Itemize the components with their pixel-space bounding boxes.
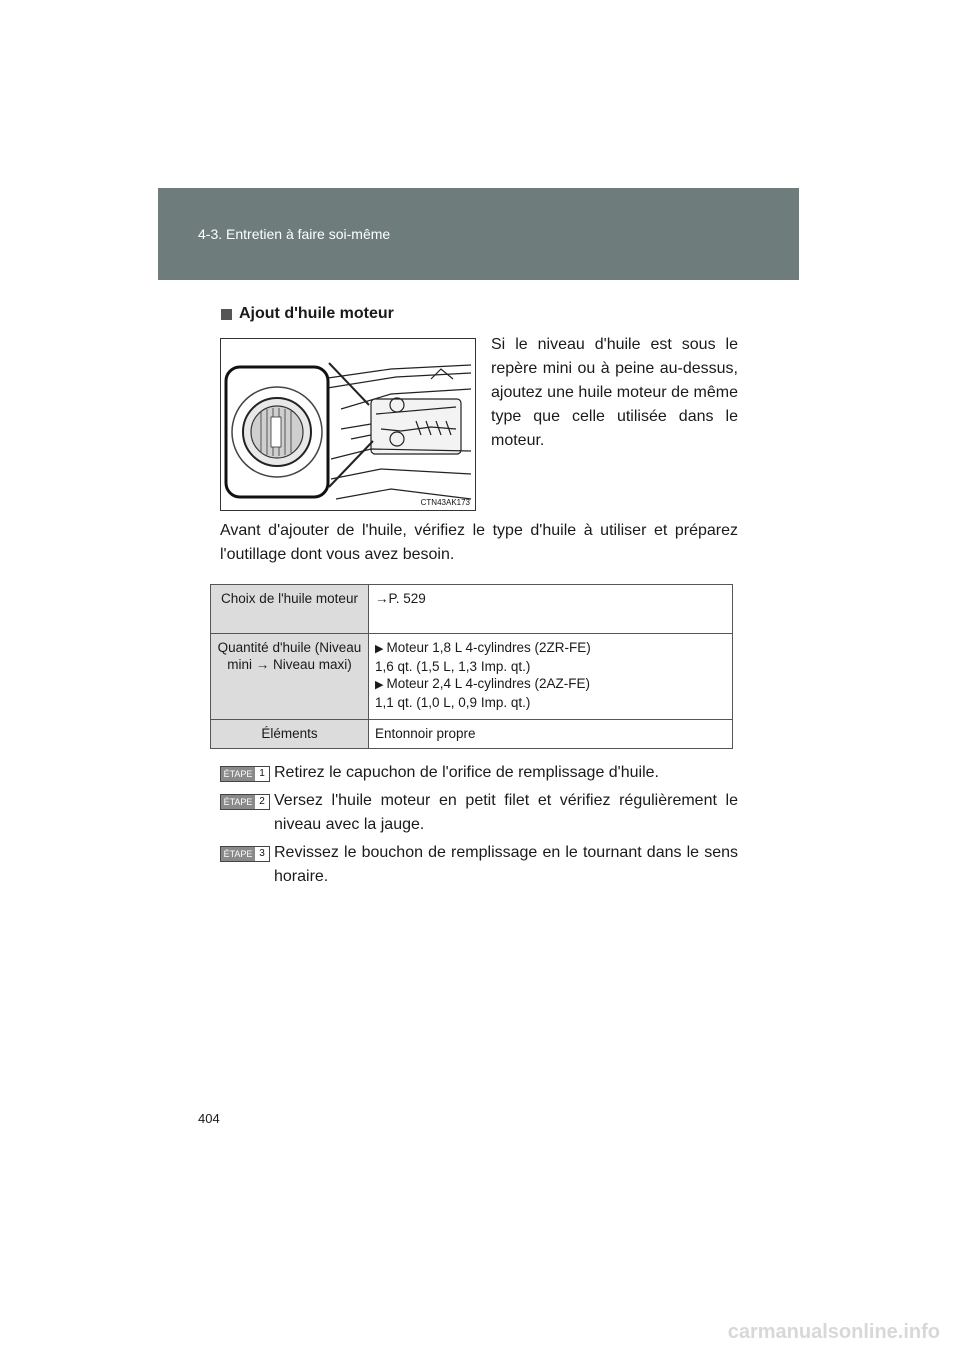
step-badge xyxy=(220,794,270,810)
step-number: 3 xyxy=(255,847,269,861)
table-label-cell: Quantité d'huile (Niveau mini → Niveau maxi) xyxy=(211,634,369,720)
step-text: Retirez le capuchon de l'orifice de remplissage d'huile. xyxy=(274,764,659,781)
step-number: 2 xyxy=(255,795,269,809)
preparation-paragraph: Avant d'ajouter de l'huile, vérifiez le type d'huile à utiliser et préparez l'outillage dont vous avez besoin. xyxy=(220,522,738,563)
oil-quantity-value: 1,6 qt. (1,5 L, 1,3 Imp. qt.) xyxy=(375,659,531,674)
page-number: 404 xyxy=(198,1111,220,1126)
table-value-cell xyxy=(369,585,733,634)
list-item xyxy=(220,841,738,889)
list-item xyxy=(220,761,738,785)
oil-quantity-value: 1,1 qt. (1,0 L, 0,9 Imp. qt.) xyxy=(375,695,531,710)
chapter-header-band xyxy=(158,188,799,280)
arrow-icon: → xyxy=(375,591,389,606)
table-row xyxy=(211,720,733,749)
step-text: Versez l'huile moteur en petit filet et vérifiez régulièrement le niveau avec la jauge. xyxy=(274,792,738,833)
step-word: ÉTAPE xyxy=(221,767,255,781)
step-badge xyxy=(220,766,270,782)
engine-variant-label: Moteur 2,4 L 4-cylindres (2AZ-FE) xyxy=(386,676,591,691)
step-badge xyxy=(220,846,270,862)
engine-bay-drawing xyxy=(221,339,475,510)
table-value-cell: Entonnoir propre xyxy=(369,720,733,749)
step-word: ÉTAPE xyxy=(221,847,255,861)
table-label-cell: Choix de l'huile moteur xyxy=(211,585,369,634)
intro-text: Si le niveau d'huile est sous le repère mini ou à peine au-dessus, ajoutez une huile moteur de même type que celle utilisée dans le moteur. xyxy=(491,336,738,449)
table-row xyxy=(211,585,733,634)
oil-spec-table xyxy=(210,584,733,749)
triangle-bullet-icon: ▶ xyxy=(375,679,384,691)
page-reference: P. 529 xyxy=(388,591,426,606)
subsection-title: Ajout d'huile moteur xyxy=(239,305,394,322)
step-number: 1 xyxy=(255,767,269,781)
list-item xyxy=(220,789,738,837)
watermark: carmanualsonline.info xyxy=(727,1321,940,1343)
table-row xyxy=(211,634,733,720)
table-label-cell: Éléments xyxy=(211,720,369,749)
subsection-heading xyxy=(221,305,394,323)
procedure-steps xyxy=(220,761,738,893)
step-text: Revissez le bouchon de remplissage en le tournant dans le sens horaire. xyxy=(274,844,738,885)
table-value-cell xyxy=(369,634,733,720)
figure-code: CTN43AK173 xyxy=(420,498,470,507)
section-title: 4-3. Entretien à faire soi-même xyxy=(198,226,391,242)
square-bullet-icon xyxy=(221,309,232,320)
engine-variant-label: Moteur 1,8 L 4-cylindres (2ZR-FE) xyxy=(386,640,591,655)
engine-oil-cap-illustration xyxy=(220,338,476,511)
step-word: ÉTAPE xyxy=(221,795,255,809)
triangle-bullet-icon: ▶ xyxy=(375,643,384,655)
